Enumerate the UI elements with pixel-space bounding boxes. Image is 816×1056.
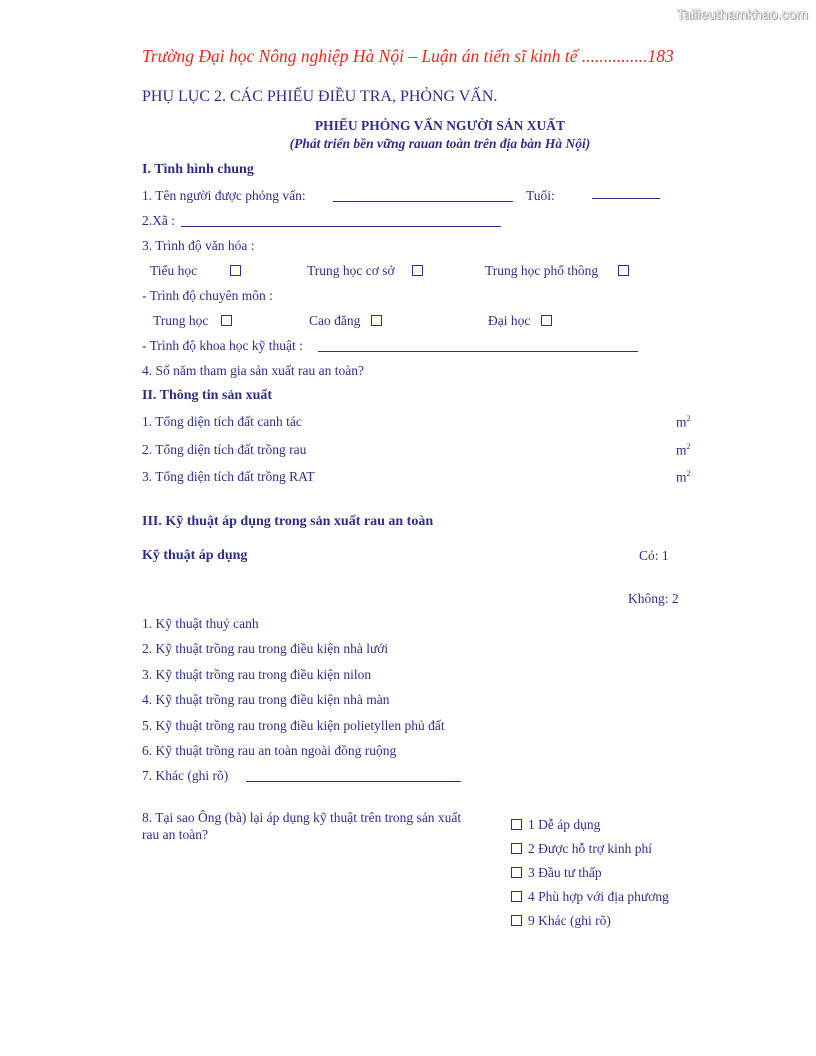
technique-item: 5. Kỹ thuật trồng rau trong điều kiện polietyllen phủ đất: [142, 718, 445, 733]
reason-option: 9 Khác (ghi rõ): [528, 913, 611, 928]
reason-option: 3 Đầu tư thấp: [528, 865, 602, 880]
reason-option: 1 Dễ áp dụng: [528, 817, 601, 832]
reason-checkbox[interactable]: [511, 915, 522, 926]
prof-college-checkbox[interactable]: [371, 315, 382, 326]
q4-label: 4. Số năm tham gia sản xuất rau an toàn?: [142, 363, 364, 378]
reason-option: 2 Được hỗ trợ kinh phí: [528, 841, 652, 856]
reason-checkbox[interactable]: [511, 843, 522, 854]
reason-checkbox[interactable]: [511, 867, 522, 878]
area-item: 2. Tổng diện tích đất trồng rau: [142, 442, 307, 457]
tech-level-label: - Trình độ khoa học kỹ thuật :: [142, 338, 303, 353]
area-unit: $m^2$: [676, 414, 691, 430]
technique-column-label: Kỹ thuật áp dụng: [142, 548, 248, 563]
reason-checkbox[interactable]: [511, 819, 522, 830]
section-2-title: II. Thông tin sản xuất: [142, 388, 273, 403]
section-3-title: III. Kỹ thuật áp dụng trong sản xuất rau an toàn: [142, 514, 434, 529]
form-title: PHIẾU PHỎNG VẤN NGƯỜI SẢN XUẤT: [314, 118, 566, 133]
name-field[interactable]: [333, 201, 513, 202]
commune-field[interactable]: [181, 226, 501, 227]
watermark: Tailieuthamkhao.com: [676, 6, 808, 22]
prof-intermediate-checkbox[interactable]: [221, 315, 232, 326]
prof-option-label: Đại học: [488, 313, 531, 328]
technique-item: 6. Kỹ thuật trồng rau an toàn ngoài đồng ruộng: [142, 743, 397, 758]
tech-level-field[interactable]: [318, 351, 638, 352]
q3-label: 3. Trình độ văn hóa :: [142, 238, 255, 253]
technique-item: 4. Kỹ thuật trồng rau trong điều kiện nhà màn: [142, 692, 390, 707]
reason-option: 4 Phù hợp với địa phương: [528, 889, 669, 904]
area-unit: $m^2$: [676, 469, 691, 485]
edu-option-label: Trung học cơ sở: [307, 263, 395, 278]
edu-option-label: Trung học phổ thông: [485, 263, 599, 278]
prof-option-label: Trung học: [153, 313, 209, 328]
q8-line-1: 8. Tại sao Ông (bà) lại áp dụng kỹ thuật trên trong sản xuất: [142, 810, 462, 825]
age-field[interactable]: [592, 198, 660, 199]
other-technique-field[interactable]: [246, 781, 461, 782]
edu-highschool-checkbox[interactable]: [618, 265, 629, 276]
edu-primary-checkbox[interactable]: [230, 265, 241, 276]
technique-item: 1. Kỹ thuật thuỷ canh: [142, 616, 259, 631]
no-legend: Không: 2: [628, 591, 679, 606]
technique-item: 7. Khác (ghi rõ): [142, 768, 229, 783]
prof-label: - Trình độ chuyên môn :: [142, 288, 273, 303]
appendix-title: PHỤ LỤC 2. CÁC PHIẾU ĐIỀU TRA, PHỎNG VẤN.: [142, 88, 498, 105]
area-item: 3. Tổng diện tích đất trồng RAT: [142, 469, 315, 484]
edu-option-label: Tiểu học: [150, 263, 198, 278]
age-label: Tuổi:: [526, 188, 555, 203]
edu-secondary-checkbox[interactable]: [412, 265, 423, 276]
yes-legend: Có: 1: [639, 548, 669, 563]
form-subtitle: (Phát triển bền vững rauan toàn trên địa bàn Hà Nội): [289, 136, 591, 151]
prof-option-label: Cao đẳng: [309, 313, 361, 328]
prof-university-checkbox[interactable]: [541, 315, 552, 326]
area-unit: $m^2$: [676, 442, 691, 458]
page-header: Trường Đại học Nông nghiệp Hà Nội – Luận án tiến sĩ kinh tế ...............183: [142, 46, 674, 66]
area-item: 1. Tổng diện tích đất canh tác: [142, 414, 302, 429]
technique-item: 3. Kỹ thuật trồng rau trong điều kiện nilon: [142, 667, 372, 682]
section-1-title: I. Tình hình chung: [142, 162, 254, 177]
q1-label: 1. Tên người được phỏng vấn:: [142, 188, 306, 203]
q8-line-2: rau an toàn?: [142, 827, 208, 842]
technique-item: 2. Kỹ thuật trồng rau trong điều kiện nhà lưới: [142, 641, 389, 656]
q2-label: 2.Xã :: [142, 213, 175, 228]
reason-checkbox[interactable]: [511, 891, 522, 902]
